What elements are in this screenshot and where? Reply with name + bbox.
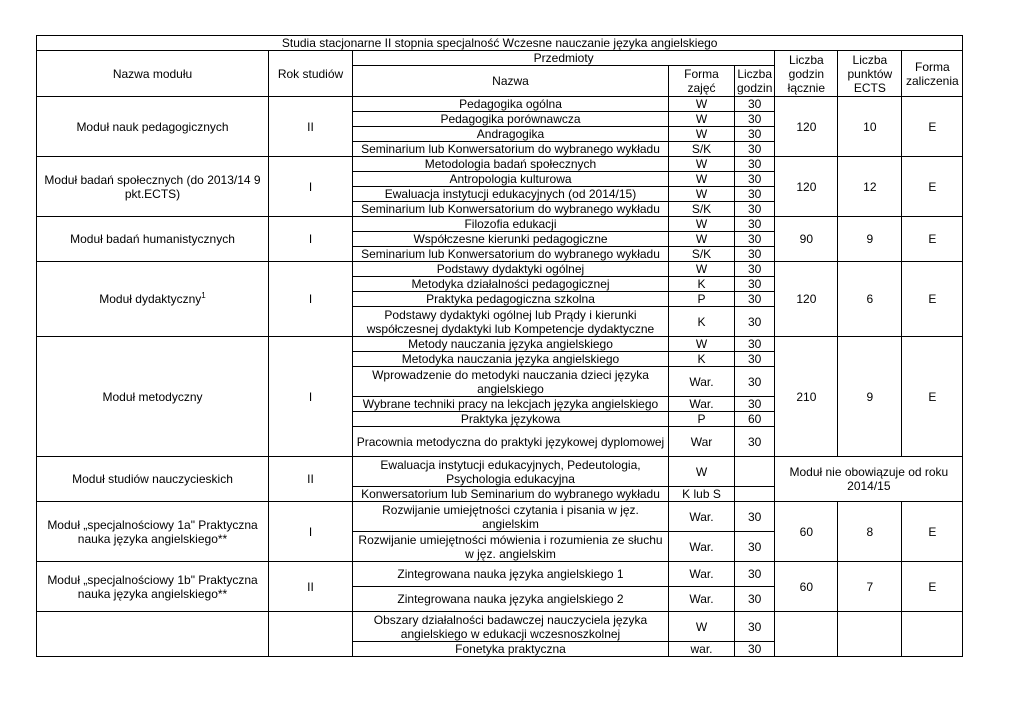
subject-hours: 30 [735, 97, 775, 112]
subject-hours: 30 [735, 112, 775, 127]
header-total-hours: Liczba godzin łącznie [775, 51, 838, 97]
subject-name: Pracownia metodyczna do praktyki językowej dyplomowej [353, 427, 669, 457]
subject-form: K [669, 352, 735, 367]
subject-hours: 30 [735, 217, 775, 232]
subject-name: Metodyka działalności pedagogicznej [353, 277, 669, 292]
module-name-text: Moduł studiów nauczycieskich [72, 472, 233, 486]
subject-form: War. [669, 562, 735, 587]
subject-form: War. [669, 367, 735, 397]
table-caption-row [37, 36, 963, 51]
subject-form: War. [669, 587, 735, 612]
subject-hours: 30 [735, 352, 775, 367]
header-subject-name: Nazwa [353, 66, 669, 97]
module-total-hours: 210 [775, 337, 838, 457]
module-ects: 9 [838, 217, 902, 262]
subject-hours: 30 [735, 427, 775, 457]
subject-name: Ewaluacja instytucji edukacyjnych (od 2014/15) [353, 187, 669, 202]
module-name [37, 157, 269, 217]
subject-form: W [669, 457, 735, 487]
subject-form: P [669, 292, 735, 307]
module-name-text: Moduł „specjalnościowy 1b" Praktyczna nauka języka angielskiego** [47, 572, 258, 601]
module-assessment: E [902, 502, 963, 562]
subject-hours: 30 [735, 142, 775, 157]
subject-name: Obszary działalności badawczej nauczyciela języka angielskiego w edukacji wczesnoszkolnej [353, 612, 669, 642]
subject-name: Metodologia badań społecznych [353, 157, 669, 172]
module-assessment [902, 612, 963, 657]
curriculum-sheet [36, 35, 963, 657]
subject-name: Ewaluacja instytucji edukacyjnych, Pedeutologia, Psychologia edukacyjna [353, 457, 669, 487]
module-ects: 7 [838, 562, 902, 612]
subject-name: Zintegrowana nauka języka angielskiego 2 [353, 587, 669, 612]
subject-form: W [669, 187, 735, 202]
module-total-hours: 60 [775, 562, 838, 612]
subject-hours [735, 487, 775, 502]
module-name [37, 612, 269, 657]
subject-hours: 30 [735, 127, 775, 142]
subject-hours: 30 [735, 562, 775, 587]
subject-hours: 60 [735, 412, 775, 427]
module-name-text: Moduł dydaktyczny [99, 292, 202, 306]
subject-hours: 30 [735, 292, 775, 307]
subject-hours: 30 [735, 307, 775, 337]
module-ects [838, 612, 902, 657]
header-assessment: Forma zaliczenia [902, 51, 963, 97]
header-subjects: Przedmioty [353, 51, 775, 66]
subject-form: W [669, 157, 735, 172]
module-assessment: E [902, 337, 963, 457]
module-assessment: E [902, 217, 963, 262]
subject-hours: 30 [735, 502, 775, 532]
header-module-name: Nazwa modułu [37, 51, 269, 97]
table-row [37, 262, 963, 277]
module-year: II [269, 562, 353, 612]
subject-form: W [669, 97, 735, 112]
subject-form: W [669, 612, 735, 642]
module-total-hours: 90 [775, 217, 838, 262]
module-ects: 6 [838, 262, 902, 337]
subject-name: Pedagogika porównawcza [353, 112, 669, 127]
module-assessment: E [902, 97, 963, 157]
module-footnote: 1 [201, 291, 206, 300]
module-total-hours: 120 [775, 97, 838, 157]
subject-form: War [669, 427, 735, 457]
module-name [37, 457, 269, 502]
module-year: I [269, 217, 353, 262]
module-name [37, 97, 269, 157]
module-year: I [269, 157, 353, 217]
subject-form: K lub S [669, 487, 735, 502]
module-total-hours: 120 [775, 262, 838, 337]
module-assessment: E [902, 157, 963, 217]
subject-hours: 30 [735, 397, 775, 412]
subject-form: K [669, 307, 735, 337]
module-assessment: E [902, 262, 963, 337]
subject-hours: 30 [735, 277, 775, 292]
module-total-hours: 60 [775, 502, 838, 562]
subject-form: S/K [669, 142, 735, 157]
module-name [37, 337, 269, 457]
subject-name: Pedagogika ogólna [353, 97, 669, 112]
subject-hours: 30 [735, 232, 775, 247]
table-row [37, 457, 963, 487]
module-year: I [269, 262, 353, 337]
subject-form: W [669, 112, 735, 127]
header-hours: Liczba godzin [735, 66, 775, 97]
subject-name: Wybrane techniki pracy na lekcjach języka angielskiego [353, 397, 669, 412]
subject-name: Rozwijanie umiejętności czytania i pisania w jęz. angielskim [353, 502, 669, 532]
subject-name: Fonetyka praktyczna [353, 642, 669, 657]
module-name-text: Moduł badań społecznych (do 2013/14 9 pkt.ECTS) [44, 172, 261, 201]
subject-hours: 30 [735, 642, 775, 657]
header-year: Rok studiów [269, 51, 353, 97]
curriculum-table [36, 35, 963, 657]
table-row [37, 502, 963, 532]
module-total-hours [775, 612, 838, 657]
module-note: Moduł nie obowiązuje od roku 2014/15 [775, 457, 963, 502]
subject-hours: 30 [735, 367, 775, 397]
module-year: I [269, 337, 353, 457]
module-name [37, 217, 269, 262]
subject-name: Zintegrowana nauka języka angielskiego 1 [353, 562, 669, 587]
table-row [37, 157, 963, 172]
subject-name: Seminarium lub Konwersatorium do wybranego wykładu [353, 247, 669, 262]
subject-form: S/K [669, 202, 735, 217]
subject-hours: 30 [735, 157, 775, 172]
module-name [37, 562, 269, 612]
subject-name: Seminarium lub Konwersatorium do wybranego wykładu [353, 202, 669, 217]
header-ects: Liczba punktów ECTS [838, 51, 902, 97]
subject-hours: 30 [735, 612, 775, 642]
subject-name: Konwersatorium lub Seminarium do wybranego wykładu [353, 487, 669, 502]
subject-form: W [669, 262, 735, 277]
module-ects: 10 [838, 97, 902, 157]
subject-hours: 30 [735, 262, 775, 277]
module-name-text: Moduł nauk pedagogicznych [76, 119, 229, 134]
module-name-text: Moduł metodyczny [102, 389, 203, 404]
table-row [37, 217, 963, 232]
subject-form: War. [669, 502, 735, 532]
module-name-text: Moduł badań humanistycznych [70, 232, 235, 246]
subject-form: War. [669, 397, 735, 412]
subject-form: K [669, 277, 735, 292]
subject-hours [735, 457, 775, 487]
subject-form: War. [669, 532, 735, 562]
subject-hours: 30 [735, 337, 775, 352]
subject-name: Andragogika [353, 127, 669, 142]
subject-hours: 30 [735, 202, 775, 217]
subject-name: Podstawy dydaktyki ogólnej lub Prądy i kierunki współczesnej dydaktyki lub Kompetencje dydaktyczne [353, 307, 669, 337]
module-ects: 9 [838, 337, 902, 457]
table-row [37, 97, 963, 112]
subject-name: Seminarium lub Konwersatorium do wybranego wykładu [353, 142, 669, 157]
module-name [37, 262, 269, 337]
subject-form: war. [669, 642, 735, 657]
module-name-text: Moduł „specjalnościowy 1a" Praktyczna nauka języka angielskiego** [47, 517, 258, 546]
subject-form: P [669, 412, 735, 427]
subject-hours: 30 [735, 172, 775, 187]
header-row [37, 51, 963, 66]
subject-form: W [669, 127, 735, 142]
module-year: II [269, 97, 353, 157]
header-form: Forma zajęć [669, 66, 735, 97]
subject-name: Praktyka językowa [353, 412, 669, 427]
module-name [37, 502, 269, 562]
subject-form: W [669, 232, 735, 247]
module-total-hours: 120 [775, 157, 838, 217]
subject-name: Filozofia edukacji [353, 217, 669, 232]
subject-hours: 30 [735, 187, 775, 202]
module-year: I [269, 502, 353, 562]
table-row [37, 562, 963, 587]
subject-form: W [669, 217, 735, 232]
subject-hours: 30 [735, 247, 775, 262]
subject-form: S/K [669, 247, 735, 262]
module-year [269, 612, 353, 657]
subject-form: W [669, 172, 735, 187]
subject-name: Podstawy dydaktyki ogólnej [353, 262, 669, 277]
subject-name: Rozwijanie umiejętności mówienia i rozumienia ze słuchu w jęz. angielskim [353, 532, 669, 562]
subject-form: W [669, 337, 735, 352]
table-row [37, 612, 963, 642]
subject-name: Metodyka nauczania języka angielskiego [353, 352, 669, 367]
table-row [37, 337, 963, 352]
module-year: II [269, 457, 353, 502]
subject-hours: 30 [735, 587, 775, 612]
subject-name: Wprowadzenie do metodyki nauczania dzieci języka angielskiego [353, 367, 669, 397]
subject-name: Praktyka pedagogiczna szkolna [353, 292, 669, 307]
subject-name: Współczesne kierunki pedagogiczne [353, 232, 669, 247]
subject-name: Metody nauczania języka angielskiego [353, 337, 669, 352]
module-assessment: E [902, 562, 963, 612]
subject-name: Antropologia kulturowa [353, 172, 669, 187]
table-caption: Studia stacjonarne II stopnia specjalność Wczesne nauczanie języka angielskiego [37, 36, 963, 51]
module-ects: 8 [838, 502, 902, 562]
module-ects: 12 [838, 157, 902, 217]
subject-hours: 30 [735, 532, 775, 562]
